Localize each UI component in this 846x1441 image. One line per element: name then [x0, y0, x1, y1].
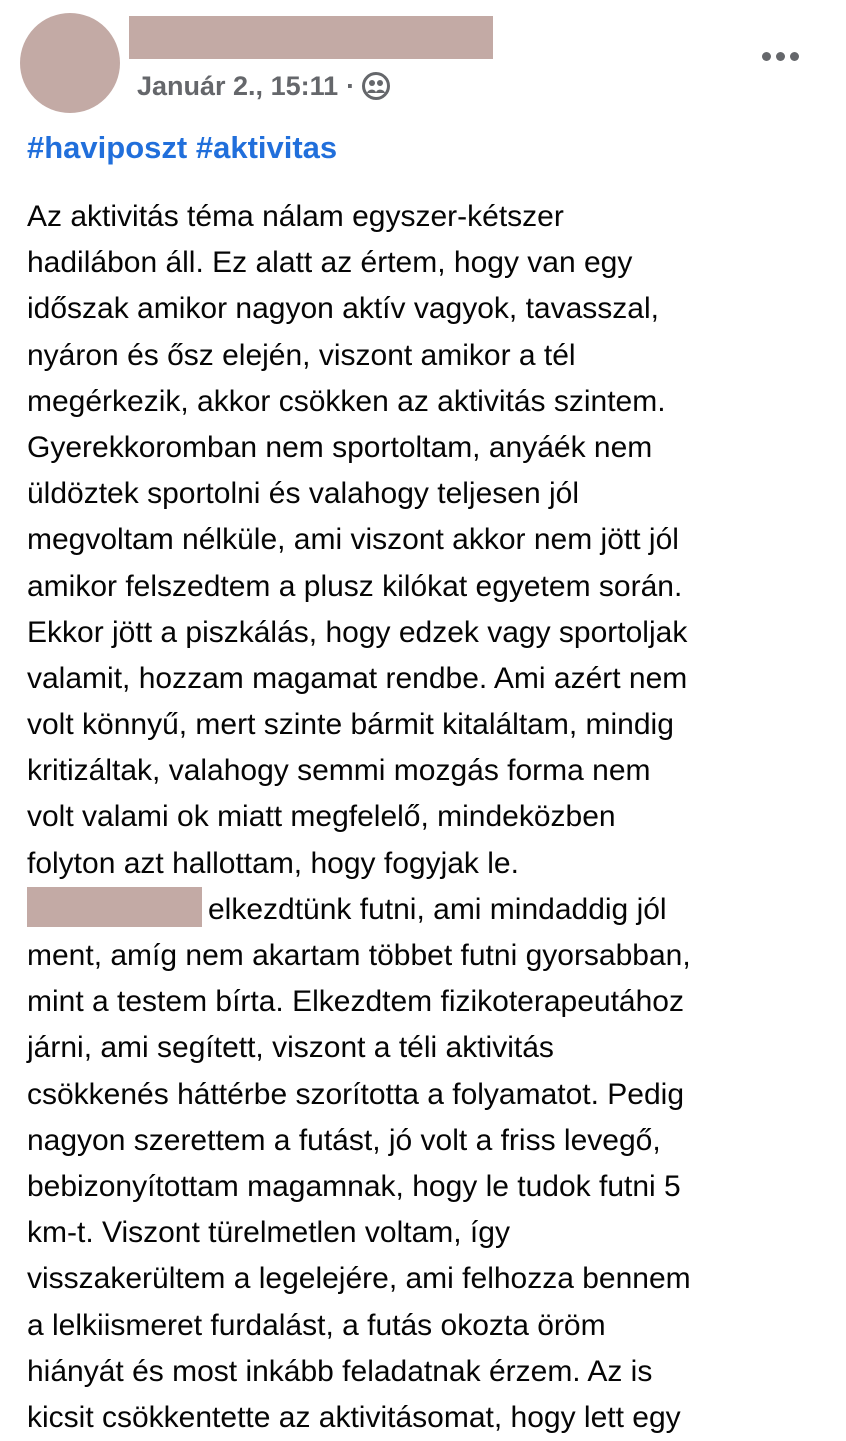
post-text-line: hiányát és most inkább feladatnak érzem. Az is: [27, 1354, 653, 1388]
post-timestamp[interactable]: Január 2., 15:11: [137, 70, 339, 101]
post-text-line: volt könnyű, mert szinte bármit kitaláltam, mindig: [27, 708, 674, 742]
post-text-line: nagyon szerettem a futást, jó volt a friss levegő,: [27, 1123, 661, 1157]
post-text-line: folyton azt hallottam, hogy fogyjak le.: [27, 846, 519, 880]
post-text-line: hadilábon áll. Ez alatt az értem, hogy van egy: [27, 246, 633, 280]
post-text-line: Ekkor jött a piszkálás, hogy edzek vagy sportoljak: [27, 615, 688, 649]
post-text-line: amikor felszedtem a plusz kilókat egyetem során.: [27, 569, 683, 603]
hashtags: [27, 130, 337, 166]
avatar[interactable]: [20, 13, 120, 113]
post-text-line: Az aktivitás téma nálam egyszer-kétszer: [27, 200, 564, 233]
post-text-line: nyáron és ősz elején, viszont amikor a tél: [27, 338, 576, 372]
post-text-line: megérkezik, akkor csökken az aktivitás szintem.: [27, 384, 666, 418]
post-text-line: visszakerültem a legelejére, ami felhozza bennem: [27, 1262, 691, 1296]
post-text-line: a lelkiismeret furdalást, a futás okozta öröm: [27, 1308, 606, 1342]
post-meta: [137, 66, 391, 106]
post-text-line: bebizonyítottam magamnak, hogy le tudok futni 5: [27, 1169, 681, 1203]
post-text-line: km-t. Viszont türelmetlen voltam, így: [27, 1216, 510, 1250]
post-text-line-with-redaction: [27, 887, 827, 933]
post-text-line: megvoltam nélküle, ami viszont akkor nem jött jól: [27, 523, 679, 557]
post-text-line: mint a testem bírta. Elkezdtem fizikoterapeutához: [27, 985, 684, 1019]
post-text-line: ment, amíg nem akartam többet futni gyorsabban,: [27, 939, 691, 972]
post-text-line: volt valami ok miatt megfelelő, mindeközben: [27, 800, 616, 834]
hashtag-link[interactable]: #aktivitas: [195, 130, 338, 165]
post-text-line: kritizáltak, valahogy semmi mozgás forma nem: [27, 754, 651, 788]
post-text-fragment: elkezdtünk futni, ami mindaddig jól: [208, 892, 667, 926]
post-text-line: csökkenés háttérbe szorította a folyamatot. Pedig: [27, 1077, 685, 1111]
hashtag-link[interactable]: #haviposzt: [27, 130, 188, 165]
post-text-line: Gyerekkoromban nem sportoltam, anyáék nem: [27, 430, 653, 464]
author-name-redacted[interactable]: [129, 16, 493, 59]
post-text-line: járni, ami segített, viszont a téli aktivitás: [27, 1031, 554, 1065]
post-text-line: valamit, hozzam magamat rendbe. Ami azért nem: [27, 661, 688, 695]
more-horizontal-icon: [759, 52, 801, 61]
post-text-line: időszak amikor nagyon aktív vagyok, tavasszal,: [27, 292, 659, 326]
redacted-name-inline: [27, 887, 202, 927]
friends-icon[interactable]: [361, 71, 391, 101]
post-text-line: üldöztek sportolni és valahogy teljesen jól: [27, 477, 579, 511]
post-body: [27, 194, 827, 1441]
more-options-button[interactable]: [752, 38, 808, 74]
meta-separator: ·: [346, 70, 356, 101]
post-text-line: kicsit csökkentette az aktivitásomat, hogy lett egy: [27, 1400, 681, 1434]
